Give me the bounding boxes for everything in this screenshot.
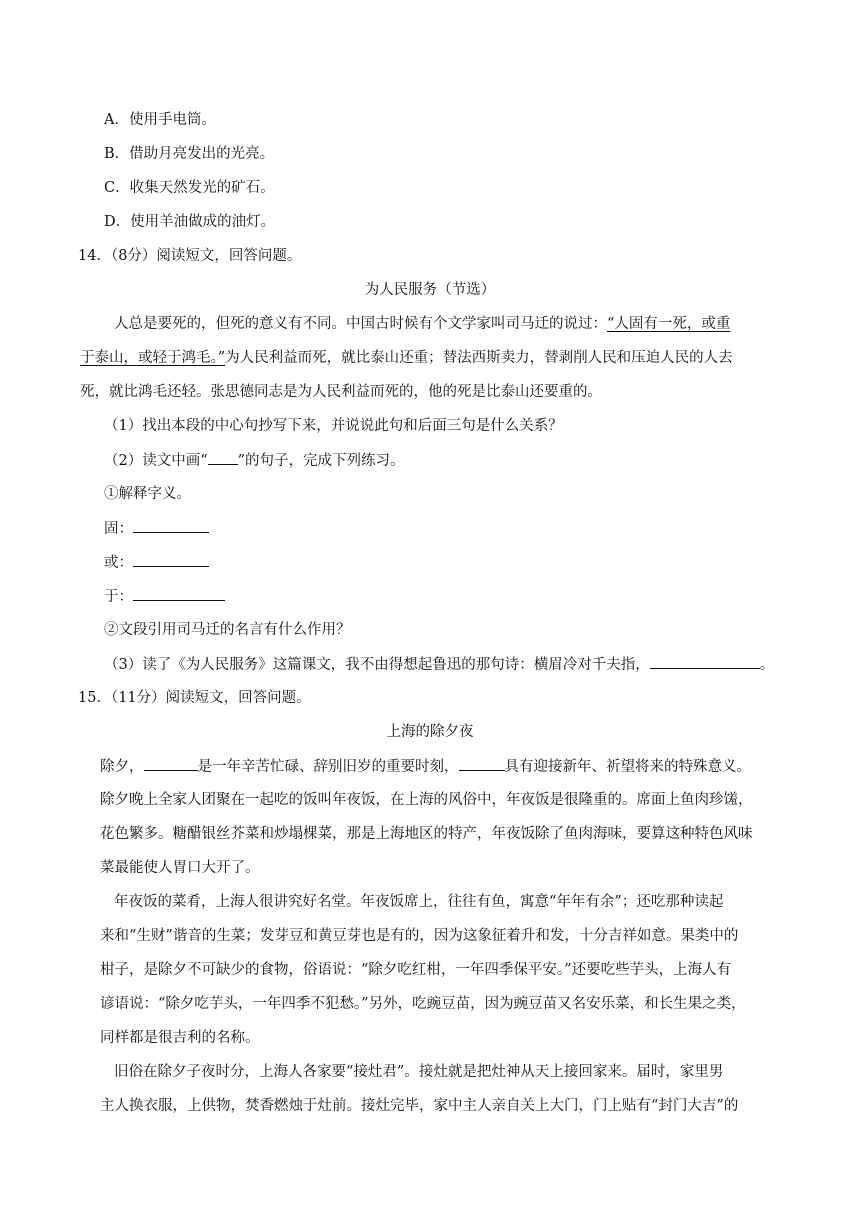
- sub-question-2-1: ①解释字义。: [104, 486, 191, 502]
- answer-blank-poem[interactable]: [650, 654, 760, 669]
- passage-15-p3-line-1: 旧俗在除夕子夜时分，上海人各家要“接灶君”。接灶就是把灶神从天上接回家来。届时，家里男: [114, 1064, 724, 1080]
- answer-gu: [104, 518, 209, 539]
- answer-blank-yu[interactable]: [133, 586, 225, 601]
- passage-15-p2-line-4: 谚语说：“除夕吃芋头，一年四季不犯愁。”另外，吃豌豆苗，因为豌豆苗又名安乐菜，和长生果之类，: [100, 996, 746, 1012]
- passage-15-p3-line-2: 主人换衣服，上供物，焚香燃烛于灶前。接灶完毕，家中主人亲自关上大门，门上贴有“封门大吉”的: [100, 1098, 739, 1114]
- sub-question-2-text: （2）读文中画“: [104, 453, 208, 469]
- sub-question-3-text: （3）读了《为人民服务》这篇课文，我不由得想起鲁迅的那句诗：横眉冷对千夫指，: [104, 657, 650, 673]
- passage-15-line-3: 花色繁多。糖醋银丝芥菜和炒塌棵菜，那是上海地区的特产，年夜饭除了鱼肉海味，要算这种特色风味: [100, 826, 753, 842]
- passage-15-p2-line-1: 年夜饭的菜肴，上海人很讲究好名堂。年夜饭席上，往往有鱼，寓意“年年有余”；还吃那种读起: [114, 894, 724, 910]
- sub-question-2-2: ②文段引用司马迁的名言有什么作用？: [104, 622, 351, 638]
- passage-15-line-4: 菜最能使人胃口大开了。: [100, 860, 260, 876]
- answer-huo: [104, 552, 209, 573]
- option-b: B．借助月亮发出的光亮。: [104, 146, 275, 162]
- label-huo: 或：: [104, 555, 133, 571]
- passage-15-p2-line-3: 柑子，是除夕不可缺少的食物，俗语说：“除夕吃红柑，一年四季保平安。”还要吃些芋头，上海人有: [100, 962, 732, 978]
- passage-15-line-2: 除夕晚上全家人团聚在一起吃的饭叫年夜饭，在上海的风俗中，年夜饭是很隆重的。席面上鱼肉珍馐，: [100, 792, 753, 808]
- answer-blank-huo[interactable]: [133, 552, 209, 567]
- option-a: A．使用手电筒。: [104, 112, 216, 128]
- answer-blank-gu[interactable]: [133, 518, 209, 533]
- passage-title-14: 为人民服务（节选）: [364, 282, 496, 298]
- passage-14-line-1: [114, 314, 730, 334]
- passage-14-text: 人总是要死的，但死的意义有不同。中国古时候有个文学家叫司马迁的说过：: [114, 316, 607, 332]
- passage-15-line-1: [100, 756, 751, 777]
- sub-question-2: [104, 450, 405, 471]
- underline-mark: [208, 450, 238, 465]
- underlined-quote: “人固有一死，或重: [607, 316, 731, 332]
- label-gu: 固：: [104, 521, 133, 537]
- option-c: C．收集天然发光的矿石。: [104, 180, 275, 196]
- answer-blank-1[interactable]: [144, 756, 198, 771]
- passage-15-p2-line-5: 同样都是很吉利的名称。: [100, 1030, 260, 1046]
- sub-question-3-end: 。: [759, 657, 775, 673]
- answer-blank-2[interactable]: [459, 756, 505, 771]
- label-yu: 于：: [104, 589, 133, 605]
- sub-question-3: [104, 654, 774, 675]
- answer-yu: [104, 586, 225, 607]
- passage-14-line-2: [80, 348, 733, 368]
- passage-15-text: 是一年辛苦忙碌、辞别旧岁的重要时刻，: [197, 759, 459, 775]
- passage-title-15: 上海的除夕夜: [386, 724, 474, 740]
- passage-15-text: 具有迎接新年、祈望将来的特殊意义。: [504, 759, 751, 775]
- passage-14-line-3: 死，就比鸿毛还轻。张思德同志是为人民利益而死的，他的死是比泰山还要重的。: [80, 384, 602, 400]
- passage-14-text: 为人民利益而死，就比泰山还重；替法西斯卖力，替剥削人民和压迫人民的人去: [225, 350, 733, 366]
- underlined-quote-cont: 于泰山，或轻于鸿毛。”: [80, 350, 226, 366]
- sub-question-2-text: ”的句子，完成下列练习。: [237, 453, 405, 469]
- question-14-header: 14．（8分）阅读短文，回答问题。: [78, 248, 302, 264]
- passage-15-text: 除夕，: [100, 759, 144, 775]
- sub-question-1: （1）找出本段的中心句抄写下来，并说说此句和后面三句是什么关系？: [104, 418, 563, 434]
- passage-15-p2-line-2: 来和“生财”谐音的生菜；发芽豆和黄豆芽也是有的，因为这象征着升和发，十分吉祥如意。果类中的: [100, 928, 739, 944]
- question-15-header: 15．（11分）阅读短文，回答问题。: [78, 690, 311, 706]
- option-d: D．使用羊油做成的油灯。: [104, 214, 276, 230]
